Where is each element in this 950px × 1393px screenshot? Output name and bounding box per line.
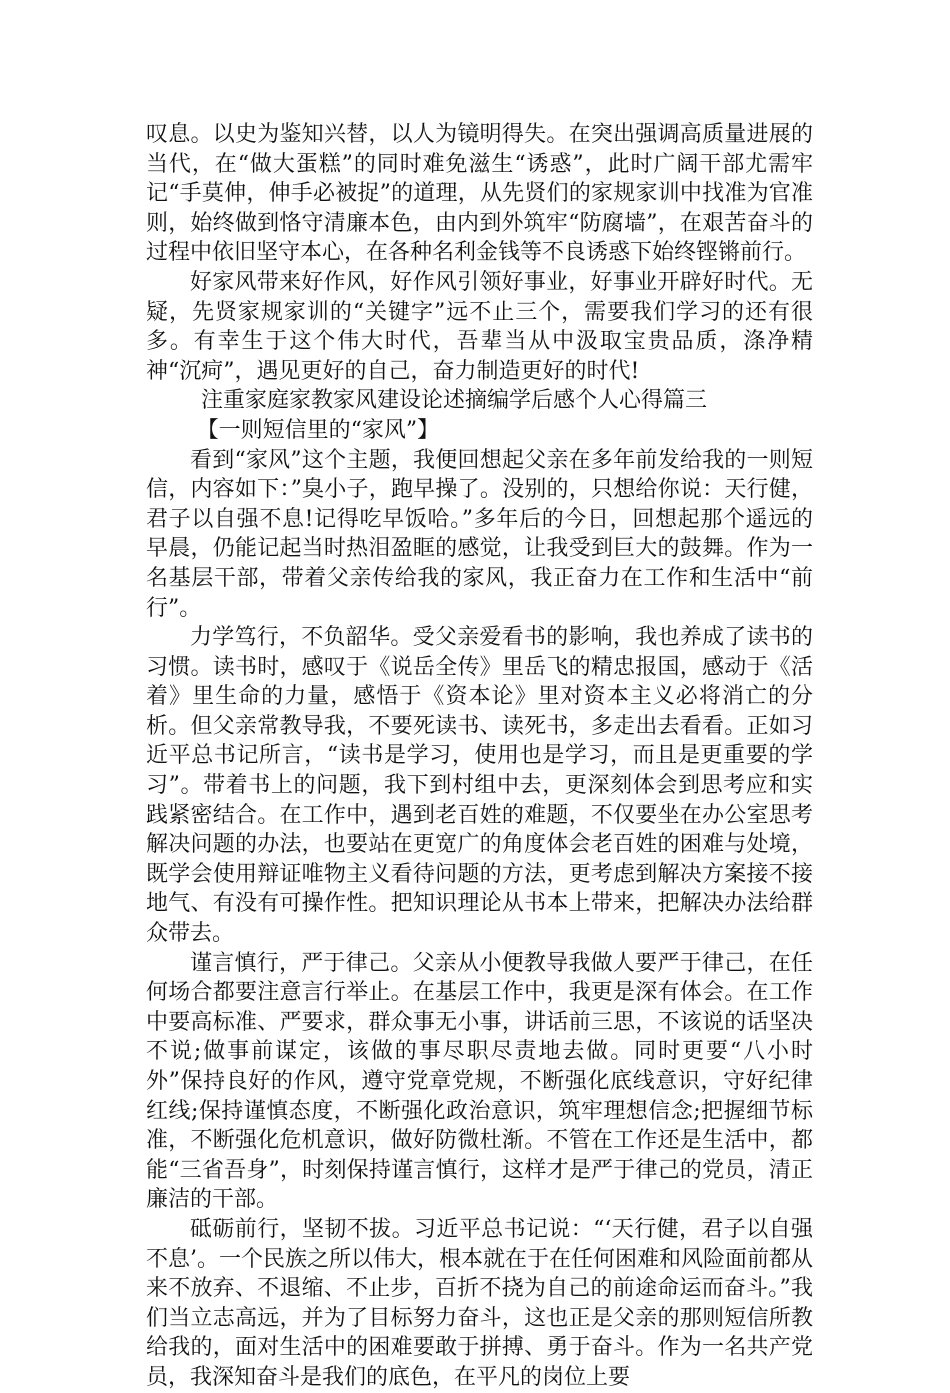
paragraph-self-discipline: 谨言慎行，严于律己。父亲从小便教导我做人要严于律己，在任何场合都要注意言行举止。在基层工作中，我更是深有体会。在工作中要高标准、严要求，群众事无小事，讲话前三思，不该说的话坚决不说;做事前谋定，该做的事尽职尽责地去做。同时更要“八小时外”保持良好的作风，遵守党章党规，不断强化底线意识，守好纪律红线;保持谨慎态度，不断强化政治意识，筑牢理想信念;把握细节标准，不断强化危机意识，做好防微杜渐。不管在工作还是生活中，都能“三省吾身”，时刻保持谨言慎行，这样才是严于律己的党员，清正廉洁的干部。 (146, 950, 813, 1213)
paragraph-continuation: 叹息。以史为鉴知兴替，以人为镜明得失。在突出强调高质量进展的当代，在“做大蛋糕”的同时难免滋生“诱惑”，此时广阔干部尤需牢记“手莫伸，伸手必被捉”的道理，从先贤们的家规家训中找准为官准则，始终做到恪守清廉本色，由内到外筑牢“防腐墙”，在艰苦奋斗的过程中依旧坚守本心，在各种名利金钱等不良诱惑下始终铿锵前行。 (146, 122, 813, 266)
section-subtitle: 【一则短信里的“家风”】 (196, 417, 440, 443)
paragraph-perseverance: 砥砺前行，坚韧不拔。习近平总书记说：“‘天行健，君子以自强不息’。一个民族之所以伟大，根本就在于在任何困难和风险面前都从来不放弃、不退缩、不止步，百折不挠为自己的前途命运而奋斗。”我们当立志高远，并为了目标努力奋斗，这也正是父亲的那则短信所教给我的，面对生活中的困难要敢于拼搏、勇于奋斗。作为一名共产党员，我深知奋斗是我们的底色，在平凡的岗位上要 (146, 1216, 813, 1390)
section-title: 注重家庭家教家风建设论述摘编学后感个人心得篇三 (201, 388, 708, 414)
paragraph-good-family-style: 好家风带来好作风，好作风引领好事业，好事业开辟好时代。无疑，先贤家规家训的“关键字”远不止三个，需要我们学习的还有很多。有幸生于这个伟大时代，吾辈当从中汲取宝贵品质，涤净精神“沉疴”，遇见更好的自己，奋力制造更好的时代! (146, 269, 813, 384)
paragraph-study: 力学笃行，不负韶华。受父亲爱看书的影响，我也养成了读书的习惯。读书时，感叹于《说岳全传》里岳飞的精忠报国，感动于《活着》里生命的力量，感悟于《资本论》里对资本主义必将消亡的分析。但父亲常教导我，不要死读书、读死书，多走出去看看。正如习近平总书记所言，“读书是学习，使用也是学习，而且是更重要的学习”。带着书上的问题，我下到村组中去，更深刻体会到思考应和实践紧密结合。在工作中，遇到老百姓的难题，不仅要坐在办公室思考解决问题的办法，也要站在更宽广的角度体会老百姓的困难与处境，既学会使用辩证唯物主义看待问题的方法，更考虑到解决方案接不接地气、有没有可操作性。把知识理论从书本上带来，把解决办法给群众带去。 (146, 625, 813, 947)
paragraph-father-message: 看到“家风”这个主题，我便回想起父亲在多年前发给我的一则短信，内容如下：”臭小子，跑早操了。没别的，只想给你说：天行健，君子以自强不息!记得吃早饭哈。”多年后的今日，回想起那个遥远的早晨，仍能记起当时热泪盈眶的感觉，让我受到巨大的鼓舞。作为一名基层干部，带着父亲传给我的家风，我正奋力在工作和生活中“前行”。 (146, 447, 813, 621)
document-page (146, 120, 813, 1393)
